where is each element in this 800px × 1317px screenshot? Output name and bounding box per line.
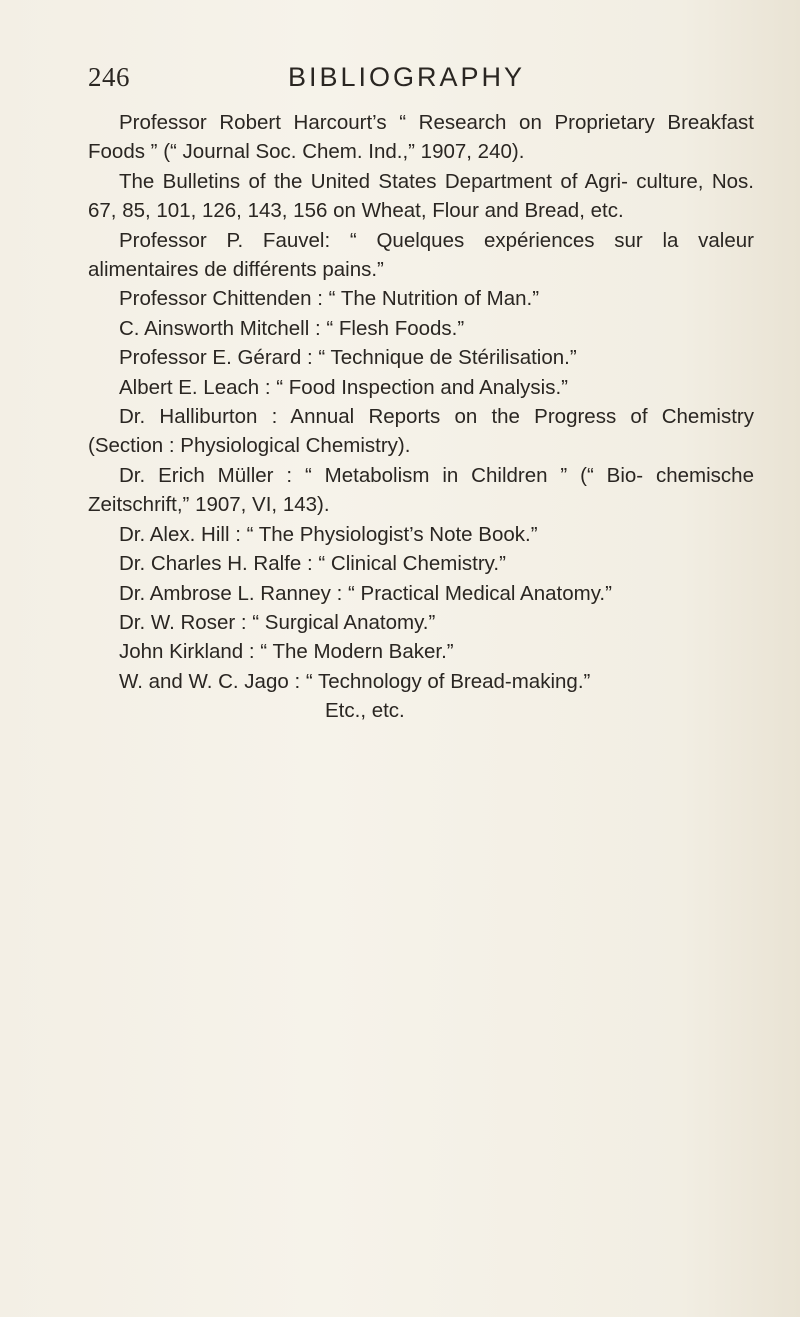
bibliography-entry: The Bulletins of the United States Department of Agri- culture, Nos. 67, 85, 101, 126, 143, 156 on Wheat, Flour and Bread, etc.	[88, 169, 754, 223]
bibliography-entry: Dr. Erich Müller : “ Metabolism in Children ” (“ Bio- chemische Zeitschrift,” 1907, VI, 143).	[88, 463, 754, 517]
bibliography-entry: Dr. Alex. Hill : “ The Physiologist’s Note Book.”	[119, 522, 538, 546]
page-header	[88, 62, 748, 102]
bibliography-entry: Dr. Halliburton : Annual Reports on the Progress of Chemistry (Section : Physiological Chemistry).	[88, 405, 754, 458]
bibliography-entry: Dr. Charles H. Ralfe : “ Clinical Chemistry.”	[119, 552, 506, 576]
page-number: 246	[88, 62, 130, 92]
bibliography-entry: Professor E. Gérard : “ Technique de Stérilisation.”	[119, 346, 577, 370]
bibliography-entry: Professor P. Fauvel: “ Quelques expériences sur la valeur alimentaires de différents pains.”	[88, 228, 754, 282]
bibliography-entry: Professor Robert Harcourt’s “ Research on Proprietary Breakfast Foods ” (“ Journal Soc. Chem. Ind.,” 1907, 240).	[88, 111, 754, 164]
bibliography-entry: Dr. W. Roser : “ Surgical Anatomy.”	[119, 610, 436, 634]
closing-etc: Etc., etc.	[325, 699, 405, 723]
bibliography-list	[88, 108, 754, 726]
bibliography-entry: W. and W. C. Jago : “ Technology of Bread-making.”	[119, 669, 591, 693]
bibliography-entry: Albert E. Leach : “ Food Inspection and Analysis.”	[119, 375, 568, 399]
bibliography-entry: Professor Chittenden : “ The Nutrition of Man.”	[119, 287, 540, 311]
bibliography-entry: Dr. Ambrose L. Ranney : “ Practical Medical Anatomy.”	[119, 581, 612, 605]
bibliography-entry: John Kirkland : “ The Modern Baker.”	[119, 640, 454, 664]
bibliography-entry: C. Ainsworth Mitchell : “ Flesh Foods.”	[119, 316, 465, 340]
running-head: BIBLIOGRAPHY	[288, 62, 526, 92]
